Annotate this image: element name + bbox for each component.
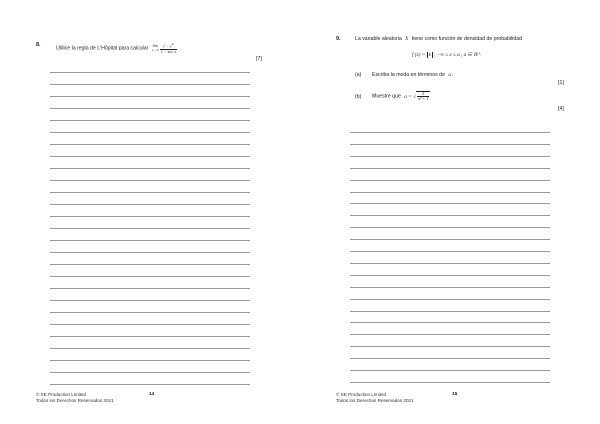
- answer-line[interactable]: [50, 72, 250, 73]
- answer-line[interactable]: [350, 203, 550, 204]
- marks-label: [7]: [256, 56, 262, 62]
- answer-line[interactable]: [350, 227, 550, 228]
- pdf-lhs: f (x) =: [412, 52, 426, 58]
- part-a-marks: [1]: [558, 80, 564, 86]
- answer-line[interactable]: [350, 311, 550, 312]
- part-b-text: [372, 91, 430, 102]
- part-a-text: [372, 72, 454, 78]
- answer-line[interactable]: [350, 215, 550, 216]
- intro-text-end: tiene como función de densidad de probabilidad: [411, 36, 522, 42]
- question-text: [56, 42, 177, 54]
- pdf-formula: [412, 52, 482, 58]
- answer-line[interactable]: [50, 264, 250, 265]
- answer-line[interactable]: [350, 382, 550, 383]
- root-denominator: π² + 1: [418, 96, 429, 102]
- answer-line[interactable]: [50, 144, 250, 145]
- limit-subscript: x→0: [151, 48, 159, 53]
- fraction-denominator: 1 − sec x: [160, 48, 177, 54]
- root-numerator: 2: [417, 92, 429, 97]
- question-number: 8.: [36, 42, 41, 48]
- answer-line[interactable]: [50, 324, 250, 325]
- random-variable: X: [405, 36, 409, 42]
- part-b-root: √ $\frac{2}{\text{π² + 1}}$: [413, 91, 429, 102]
- answer-line[interactable]: [50, 372, 250, 373]
- rights-line: Todos los Derechos Reservados 2021: [36, 398, 114, 404]
- part-a-label: (a): [355, 72, 362, 78]
- answer-line[interactable]: [350, 358, 550, 359]
- answer-line[interactable]: [350, 322, 550, 323]
- answer-line[interactable]: [350, 132, 550, 133]
- answer-line[interactable]: [350, 144, 550, 145]
- root-fraction: [417, 92, 429, 102]
- part-a-variable: a .: [448, 72, 454, 78]
- answer-line[interactable]: [50, 252, 250, 253]
- limit-operator: [152, 44, 159, 52]
- limit-word: lim: [152, 43, 158, 49]
- answer-line[interactable]: [50, 168, 250, 169]
- answer-line[interactable]: [50, 384, 250, 385]
- page-number: 15: [452, 392, 458, 397]
- footer: [336, 392, 414, 405]
- answer-line[interactable]: [50, 288, 250, 289]
- answer-line[interactable]: [350, 180, 550, 181]
- answer-line[interactable]: [50, 132, 250, 133]
- answer-line[interactable]: [50, 108, 250, 109]
- answer-lines[interactable]: [50, 72, 250, 384]
- question-number: 9.: [336, 36, 341, 42]
- part-a-prompt: Escriba la moda en términos de: [372, 72, 445, 78]
- page-15: [300, 0, 600, 424]
- copyright-line: © SE Production Limited: [36, 392, 87, 397]
- pdf-abs-term: k: [428, 52, 431, 58]
- answer-line[interactable]: [350, 251, 550, 252]
- answer-line[interactable]: [50, 180, 250, 181]
- question-intro: [355, 36, 522, 42]
- footer: [36, 392, 114, 405]
- answer-line[interactable]: [50, 156, 250, 157]
- numerator-text: 1 − e: [162, 43, 172, 49]
- part-b-prompt: Muestre que: [372, 93, 401, 100]
- answer-line[interactable]: [50, 192, 250, 193]
- answer-line[interactable]: [50, 336, 250, 337]
- answer-line[interactable]: [350, 168, 550, 169]
- answer-line[interactable]: [350, 275, 550, 276]
- answer-line[interactable]: [350, 334, 550, 335]
- answer-line[interactable]: [50, 204, 250, 205]
- answer-line[interactable]: [350, 299, 550, 300]
- copyright-line: © SE Production Limited: [336, 392, 387, 397]
- answer-line[interactable]: [50, 300, 250, 301]
- answer-lines[interactable]: [350, 132, 550, 382]
- limit-expression: [151, 42, 177, 54]
- answer-line[interactable]: [50, 360, 250, 361]
- part-b-lhs: a =: [404, 93, 412, 100]
- answer-line[interactable]: [50, 348, 250, 349]
- answer-line[interactable]: [50, 228, 250, 229]
- part-b-label: (b): [355, 94, 362, 100]
- answer-line[interactable]: [50, 96, 250, 97]
- answer-line[interactable]: [350, 346, 550, 347]
- answer-line[interactable]: [350, 239, 550, 240]
- pdf-domain: , −∞ ≤ x ≤ a , a ∈ ℝ⁺.: [434, 52, 482, 58]
- answer-line[interactable]: [350, 263, 550, 264]
- answer-line[interactable]: [50, 240, 250, 241]
- answer-line[interactable]: [50, 216, 250, 217]
- answer-line[interactable]: [50, 84, 250, 85]
- rights-line: Todos los Derechos Reservados 2021: [336, 398, 414, 404]
- answer-line[interactable]: [50, 312, 250, 313]
- part-b-marks: [4]: [558, 106, 564, 112]
- answer-line[interactable]: [350, 370, 550, 371]
- answer-line[interactable]: [350, 287, 550, 288]
- page-number: 14: [149, 392, 155, 397]
- numerator-exponent: x²: [171, 42, 174, 46]
- answer-line[interactable]: [50, 120, 250, 121]
- question-prompt: Utilice la regla de L'Hôpital para calcular: [56, 45, 149, 52]
- answer-line[interactable]: [350, 156, 550, 157]
- limit-fraction: [160, 42, 177, 54]
- answer-line[interactable]: [50, 276, 250, 277]
- answer-line[interactable]: [350, 192, 550, 193]
- intro-text-start: La variable aleatoria: [355, 36, 402, 42]
